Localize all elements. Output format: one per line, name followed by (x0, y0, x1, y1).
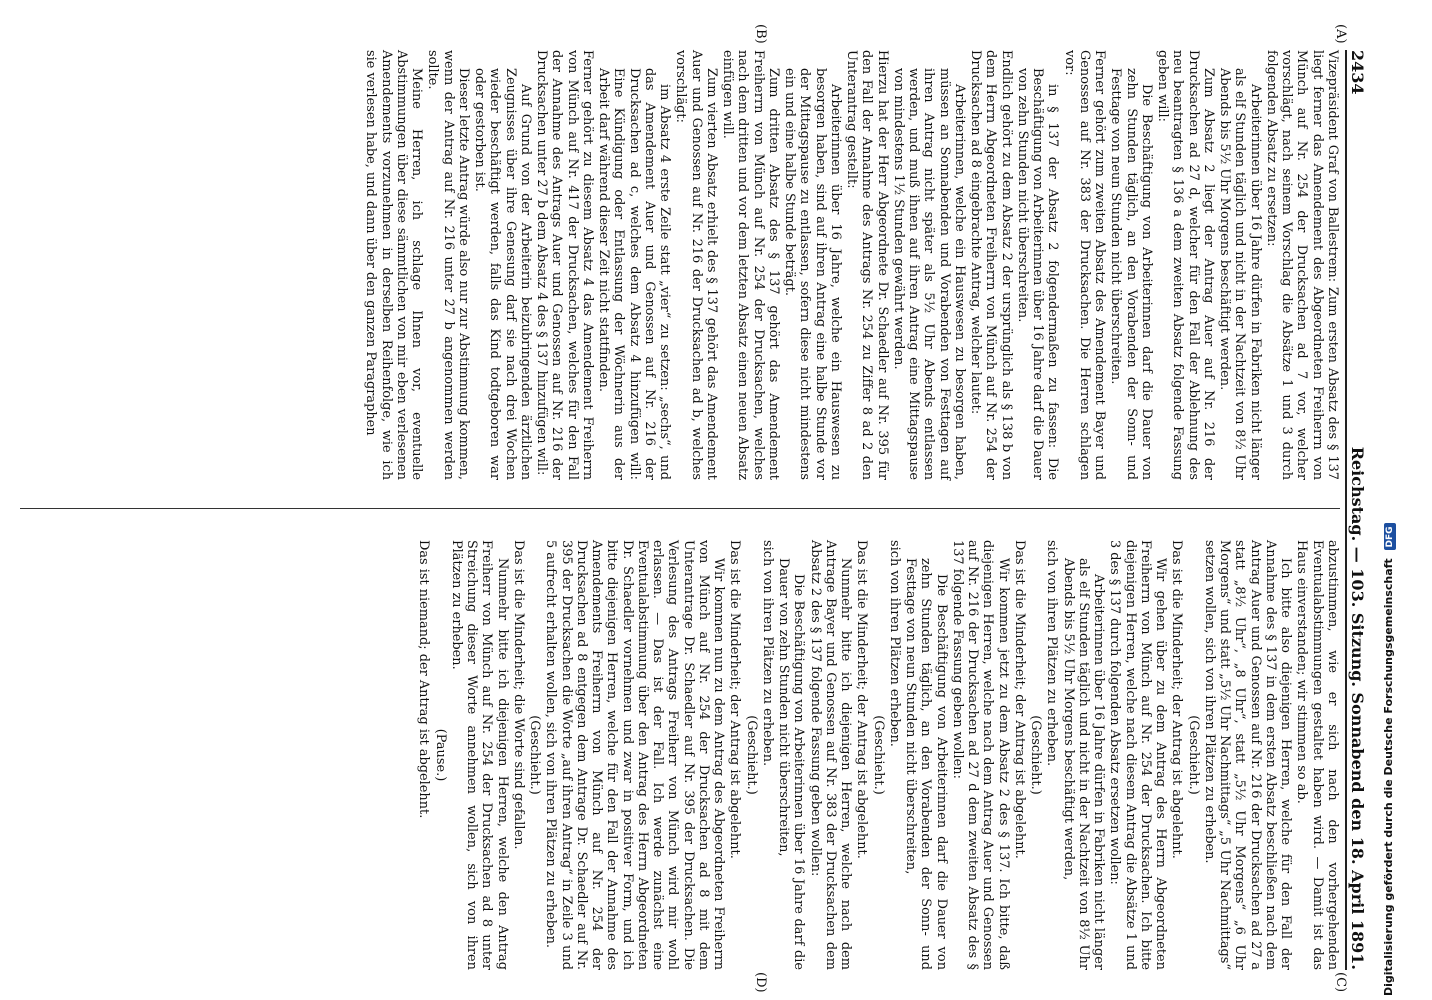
paragraph: sich von ihren Plätzen zu erheben. (1044, 540, 1060, 767)
margin-mark-d: (D) (753, 972, 768, 993)
left-text-column (362, 50, 1340, 480)
paragraph: Zum vierten Absatz erhielt des § 137 gehört das Amendement Auer und Genossen auf Nr. 216 der Drucksachen ad b, welches vorschlägt: (673, 50, 719, 480)
stage-direction: (Geschieht.) (527, 715, 543, 795)
paragraph: Hierzu hat der Herr Abgeordnete Dr. Schaedler auf Nr. 395 für den Fall der Annahme des Antrags Nr. 254 zu Ziffer 8 ad 2 den Unterantrag gestellt: (844, 50, 890, 480)
paragraph: im Absatz 4 erste Zeile statt „vier“ zu setzen: „sechs“, und das Amendement Auer und Genossen auf Nr. 216 der Drucksachen ad c, welches dem Absatz 4 hinzufügen will: Eine Kündigung oder Entlassung der Wöchnerin aus der Arbeit darf während dieser Zeit nicht stattfinden. (596, 68, 673, 480)
paragraph: Das ist die Minderheit; der Antrag ist abgelehnt. (854, 540, 870, 859)
paragraph: Wir kommen nun zu dem Antrag des Abgeordneten Freiherrn von Münch auf Nr. 254 der Drucksachen ad 8 mit dem Unterantrage Dr. Schaedler auf Nr. 395 der Drucksachen. Die Verlesung des Antrags Freiherr von Münch wird mir wohl erlassen. — Das ist der Fall. Ich werde zunächst eine Eventualabstimmung über den Antrag des Herrn Abgeordneten Dr. Schaedler vornehmen und zwar in positiver Form, und ich bitte diejenigen Herren, welche für den Fall der Annahme des Amendements Freiherrn von Münch auf Nr. 254 der Drucksachen ad 8 entgegen dem Antrage Dr. Schaedler auf Nr. 395 der Drucksachen die Worte „auf ihren Antrag“ in Zeile 3 und 5 aufrecht erhalten wollen, sich von ihren Plätzen zu erheben. (543, 540, 727, 970)
stage-direction: (Geschieht.) (1185, 715, 1201, 795)
paragraph: Auf Grund von der Arbeiterin beizubringenden ärztlichen Zeugnisses über ihre Genesung darf sie nach drei Wochen wieder beschäftigt werden, falls das Kind todtgeboren war oder gestorben ist. (472, 68, 533, 480)
funding-credit (1382, 36, 1396, 996)
margin-mark-b: (B) (753, 24, 768, 44)
page-title: Reichstag. — 103. Sitzung. Sonnabend den 18. April 1891. (1348, 446, 1368, 970)
paragraph: Ferner gehört zu diesem Absatz 4 das Amendement Freiherrn von Münch auf Nr. 417 der Drucksachen, welches für den Fall der Annahme des Antrags Auer und Genossen auf Nr. 216 der Drucksachen unter 27 b dem Absatz 4 des § 137 hinzufügen will: (534, 50, 595, 480)
margin-mark-a: (A) (1333, 24, 1348, 44)
funding-credit-text: Digitalisierung gefördert durch die Deutsche Forschungsgemeinschaft (1382, 558, 1395, 996)
paragraph: abzustimmen, wie er sich nach den vorhergehenden Eventualabstimmungen gestaltet haben wird. — Damit ist das Haus einverstanden; wir stimmen so ab. (1294, 540, 1340, 970)
paragraph: Die Beschäftigung von Arbeiterinnen darf die Dauer von zehn Stunden täglich, an den Vorabenden der Sonn- und Festtage von neun Stunden nicht überschreiten, (903, 558, 949, 970)
right-text-column (415, 540, 1340, 970)
dfg-logo: DFG (1384, 523, 1396, 550)
paragraph: Zum dritten Absatz des § 137 gehört das Amendement Freiherrn von Münch auf Nr. 254 der Drucksachen, welches nach dem dritten und vor dem letzten Absatz einen neuen Absatz einfügen will. (720, 50, 781, 480)
margin-mark-c: (C) (1333, 972, 1348, 993)
paragraph: Das ist die Minderheit; der Antrag ist abgelehnt. (727, 540, 743, 859)
paragraph: Das ist niemand; der Antrag ist abgelehnt. (416, 540, 432, 819)
paragraph: Arbeiterinnen über 16 Jahre, welche ein Hauswesen zu besorgen haben, sind auf ihren Antrag eine halbe Stunde vor der Mittagspause zu entlassen, sofern diese nicht mindestens ein und eine halbe Stunde beträgt. (782, 68, 843, 480)
paragraph: Vizepräsident Graf von Ballestrem: Zum ersten Absatz des § 137 liegt ferner das Amendement des Abgeordneten Freiherrn von Münch auf Nr. 254 der Drucksachen ad 7 vor, welcher vorschlägt, nach seinem Vorschlag die Absätze 1 und 3 durch folgenden Absatz zu ersetzen: (1264, 50, 1340, 480)
paragraph: Ich bitte also diejenigen Herren, welche für den Fall der Annahme des § 137 in dem ersten Absatz beschließen nach dem Antrag Auer und Genossen auf Nr. 216 der Drucksachen ad 27 a statt „8½ Uhr“, „8 Uhr“, statt „5½ Uhr Morgens“ „6 Uhr Morgens“ und statt „5½ Uhr Nachmittags“ „5 Uhr Nachmittags“ setzen wollen, sich von ihren Plätzen zu erheben. (1202, 540, 1294, 970)
paragraph: Nunmehr bitte ich diejenigen Herren, welche den Antrag Freiherr von Münch auf Nr. 254 der Drucksachen ad 8 unter Streichung dieser Worte annehmen wollen, sich von ihren Plätzen zu erheben. (449, 540, 510, 970)
paragraph: Arbeiterinnen über 16 Jahre dürfen in Fabriken nicht länger als elf Stunden täglich und nicht in der Nachtzeit von 8½ Uhr Abends bis 5½ Uhr Morgens beschäftigt werden, (1060, 558, 1107, 970)
paragraph: Meine Herren, ich schlage Ihnen vor, eventuelle Abstimmungen über diese sämmtlichen von mir eben verlesenen Amendements vorzunehmen in derselben Reihenfolge, wie ich sie verlesen habe, und dann über den ganzen Paragraphen (363, 50, 425, 480)
paragraph: Die Beschäftigung von Arbeiterinnen darf die Dauer von zehn Stunden täglich, an den Vorabenden der Sonn- und Festtage von neun Stunden nicht überschreiten. (1108, 68, 1154, 480)
paragraph: Das ist die Minderheit; der Antrag ist abgelehnt. (1169, 540, 1185, 859)
stage-direction: (Geschieht.) (870, 715, 886, 795)
paragraph: Arbeiterinnen, welche ein Hauswesen zu besorgen haben, müssen an Sonnabenden und Vorabenden von Festtagen auf ihren Antrag nicht später als 5½ Uhr Abends entlassen werden, und muß ihnen auf ihren Antrag eine Mittagspause von mindestens 1½ Stunden gewährt werden. (891, 68, 967, 480)
digitization-footer (1382, 0, 1432, 1000)
stage-direction: (Pause.) (432, 728, 448, 782)
paragraph: sich von ihren Plätzen erheben. (887, 540, 902, 747)
stage-direction: (Geschieht.) (1028, 715, 1044, 795)
paragraph: Wir kommen jetzt zu dem Absatz 2 des § 137. Ich bitte, daß diejenigen Herren, welche nach dem Antrag Auer und Genossen auf Nr. 216 der Drucksachen ad 27 d dem zweiten Absatz des § 137 folgende Fassung geben wollen: (950, 540, 1011, 970)
paragraph: Arbeiterinnen über 16 Jahre dürfen in Fabriken nicht länger als elf Stunden täglich und nicht in der Nachtzeit von 8½ Uhr Abends bis 5½ Uhr Morgens beschäftigt werden. (1217, 68, 1263, 480)
paragraph: Das ist die Minderheit; der Antrag ist abgelehnt. (1012, 540, 1027, 859)
paragraph: Nunmehr bitte ich diejenigen Herren, welche nach dem Antrage Bayer und Genossen auf Nr. 383 der Drucksachen dem Absatz 2 des § 137 folgende Fassung geben wollen: (807, 540, 854, 970)
paragraph: Dieser letzte Antrag würde also nur zur Abstimmung kommen, wenn der Antrag auf Nr. 216 unter 27 b angenommen werden sollte. (425, 50, 471, 480)
paragraph: Endlich gehört zu dem Absatz 2 der ursprünglich als § 138 b von dem Herrn Abgeordneten Freiherrn von Münch auf Nr. 254 der Drucksachen ad 8 eingebrachte Antrag, welcher lautet: (968, 50, 1014, 480)
document-page (0, 20, 1380, 1000)
paragraph: Ferner gehört zum zweiten Absatz des Amendement Bayer und Genossen auf Nr. 383 der Drucksachen. Die Herren schlagen vor: (1061, 50, 1108, 480)
page-header (1345, 50, 1380, 970)
paragraph: in § 137 der Absatz 2 folgendermaßen zu fassen: Die Beschäftigung von Arbeiterinnen über 16 Jahre darf die Dauer von zehn Stunden nicht überschreiten. (1015, 68, 1061, 480)
paragraph: Das ist die Minderheit; die Worte sind gefallen. (511, 540, 526, 850)
paragraph: sich von ihren Plätzen zu erheben. (760, 540, 775, 767)
page-number: 2434 (1348, 50, 1368, 95)
column-divider (20, 508, 1340, 509)
paragraph: Die Beschäftigung von Arbeiterinnen über 16 Jahre darf die Dauer von zehn Stunden nicht überschreiten, (776, 558, 807, 970)
stage-direction: (Geschieht.) (743, 715, 759, 795)
paragraph: Zum Absatz 2 liegt der Antrag Auer auf Nr. 216 der Drucksachen ad 27 d, welcher für den Fall der Ablehnung des neu beantragten § 136 a dem zweiten Absatz folgende Fassung geben will: (1155, 50, 1216, 480)
paragraph: Wir gehen über zu dem Antrag des Herrn Abgeordneten Freiherrn von Münch auf Nr. 254 der Drucksachen. Ich bitte diejenigen Herren, welche nach diesem Antrag die Absätze 1 und 3 des § 137 durch folgenden Absatz ersetzen wollen: (1107, 540, 1169, 970)
